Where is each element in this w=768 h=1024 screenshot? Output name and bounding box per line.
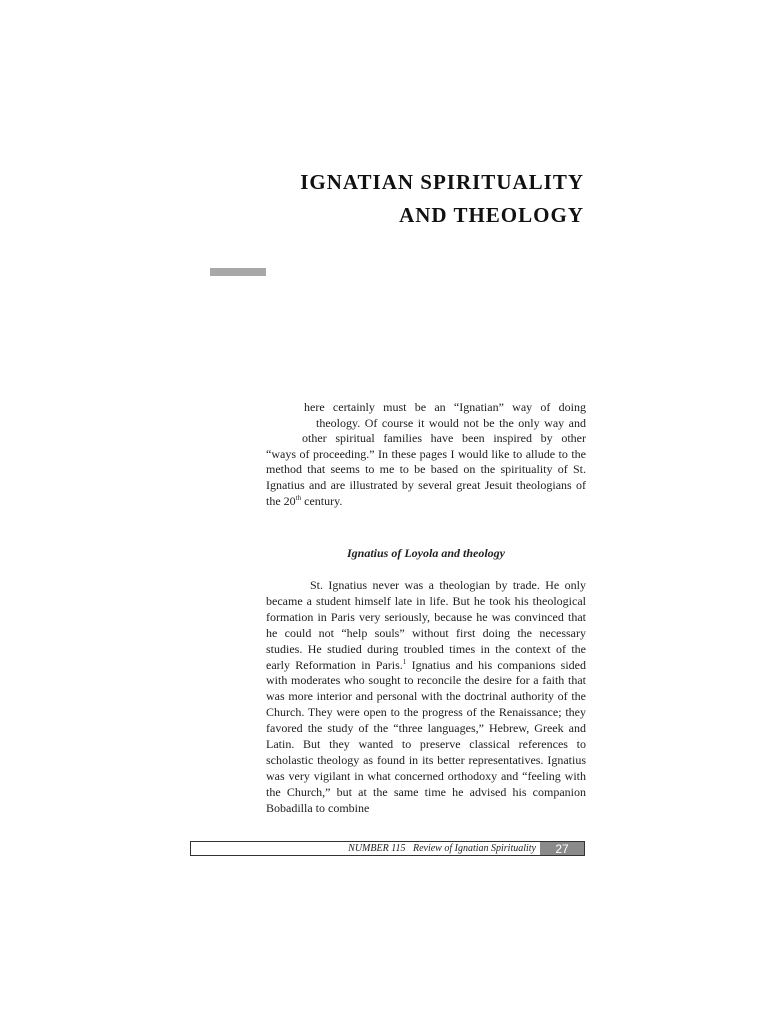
- decorative-bar: [210, 268, 266, 276]
- body-text-start: St. Ignatius never was a theologian by trade. He only became a student himself late in life. But he took his theological formation in Paris very seriously, because he was convinced that he could not “help souls” without first doing the necessary studies. He studied during troubled times in the context of the early Reformation in Paris.: [266, 578, 586, 672]
- intro-rest: “ways of proceeding.” In these pages I would like to allude to the method that seems to me to be based on the spirituality of St. Ignatius and are illustrated by several great Jesuit theologians of the 20: [266, 446, 586, 508]
- intro-paragraph: [266, 400, 586, 509]
- title-line-2: AND THEOLOGY: [399, 203, 584, 227]
- footer-journal: NUMBER 115 Review of Ignatian Spirituality: [348, 843, 536, 854]
- intro-line-2: theology. Of course it would not be the only way and: [316, 415, 586, 430]
- section-heading: Ignatius of Loyola and theology: [346, 546, 505, 560]
- page-number: 27: [540, 842, 584, 855]
- intro-line-3: other spiritual families have been inspired by other: [302, 431, 586, 446]
- article-title: [300, 166, 584, 232]
- page-footer: [190, 841, 585, 856]
- superscript: th: [295, 493, 302, 502]
- title-line-1: IGNATIAN SPIRITUALITY: [300, 170, 584, 194]
- intro-line-1: here certainly must be an “Ignatian” way of doing: [304, 400, 586, 414]
- body-text-end: Ignatius and his companions sided with moderates who sought to reconcile the desire for a faith that was more interior and personal with the doctrinal authority of the Church. They were open to the progress of the Renaissance; they favored the study of the “three languages,” Hebrew, Greek and Latin. But they wanted to preserve classical references to scholastic theology as found in its better representatives. Ignatius was very vigilant in what concerned orthodoxy and “feeling with the Church,” but at the same time he advised his companion Bobadilla to combine: [266, 657, 587, 815]
- footnote-reference[interactable]: 1: [402, 657, 407, 666]
- body-paragraph: [266, 578, 586, 817]
- intro-rest-end: century.: [301, 493, 343, 508]
